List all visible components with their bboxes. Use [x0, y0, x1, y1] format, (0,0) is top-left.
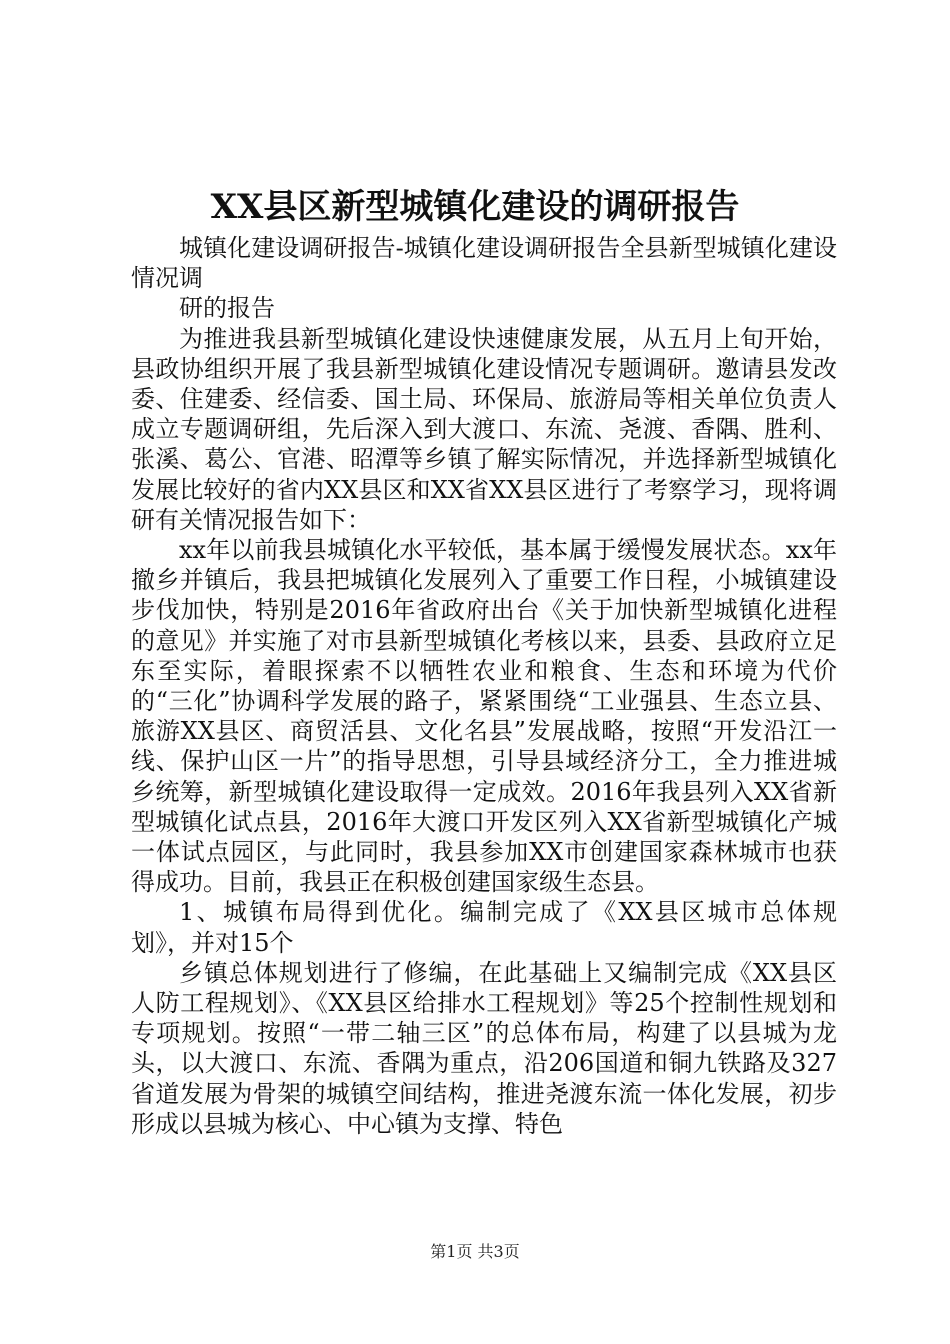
- paragraph-intro-continuation: 研的报告: [179, 294, 275, 323]
- paragraph-purpose: 为推进我县新型城镇化建设快速健康发展，从五月上旬开始，县政协组织开展了我县新型城镇化建设情况专题调研。邀请县发改委、住建委、经信委、国土局、环保局、旅游局等相关单位负责人成立专题调研组，先后深入到大渡口、东流、尧渡、香隅、胜利、张溪、葛公、官港、昭潭等乡镇了解实际情况，并选择新型城镇化发展比较好的省内XX县区和XX省XX县区进行了考察学习，现将调研有关情况报告如下：: [131, 324, 837, 534]
- document-body: [131, 233, 837, 1139]
- page-number-footer: 第1页 共3页: [430, 1242, 520, 1261]
- paragraph-intro-line: 城镇化建设调研报告-城镇化建设调研报告全县新型城镇化建设情况调: [131, 234, 837, 293]
- paragraph-point-1-continuation: 乡镇总体规划进行了修编，在此基础上又编制完成《XX县区人防工程规划》、《XX县区给排水工程规划》等25个控制性规划和专项规划。按照“一带二轴三区”的总体布局，构建了以县城为龙头，以大渡口、东流、香隅为重点，沿206国道和铜九铁路及327省道发展为骨架的城镇空间结构，推进尧渡东流一体化发展，初步形成以县城为核心、中心镇为支撑、特色: [131, 958, 837, 1138]
- paragraph-point-1: 1、城镇布局得到优化。编制完成了《XX县区城市总体规划》，并对15个: [131, 898, 837, 957]
- document-title: XX县区新型城镇化建设的调研报告: [210, 187, 740, 227]
- paragraph-background: xx年以前我县城镇化水平较低，基本属于缓慢发展状态。xx年撤乡并镇后，我县把城镇化发展列入了重要工作日程，小城镇建设步伐加快，特别是2016年省政府出台《关于加快新型城镇化进程的意见》并实施了对市县新型城镇化考核以来，县委、县政府立足东至实际，着眼探索不以牺牲农业和粮食、生态和环境为代价的“三化”协调科学发展的路子，紧紧围绕“工业强县、生态立县、旅游XX县区、商贸活县、文化名县”发展战略，按照“开发沿江一线、保护山区一片”的指导思想，引导县域经济分工，全力推进城乡统筹，新型城镇化建设取得一定成效。2016年我县列入XX省新型城镇化试点县，2016年大渡口开发区列入XX省新型城镇化产城一体试点园区，与此同时，我县参加XX市创建国家森林城市也获得成功。目前，我县正在积极创建国家级生态县。: [131, 536, 837, 897]
